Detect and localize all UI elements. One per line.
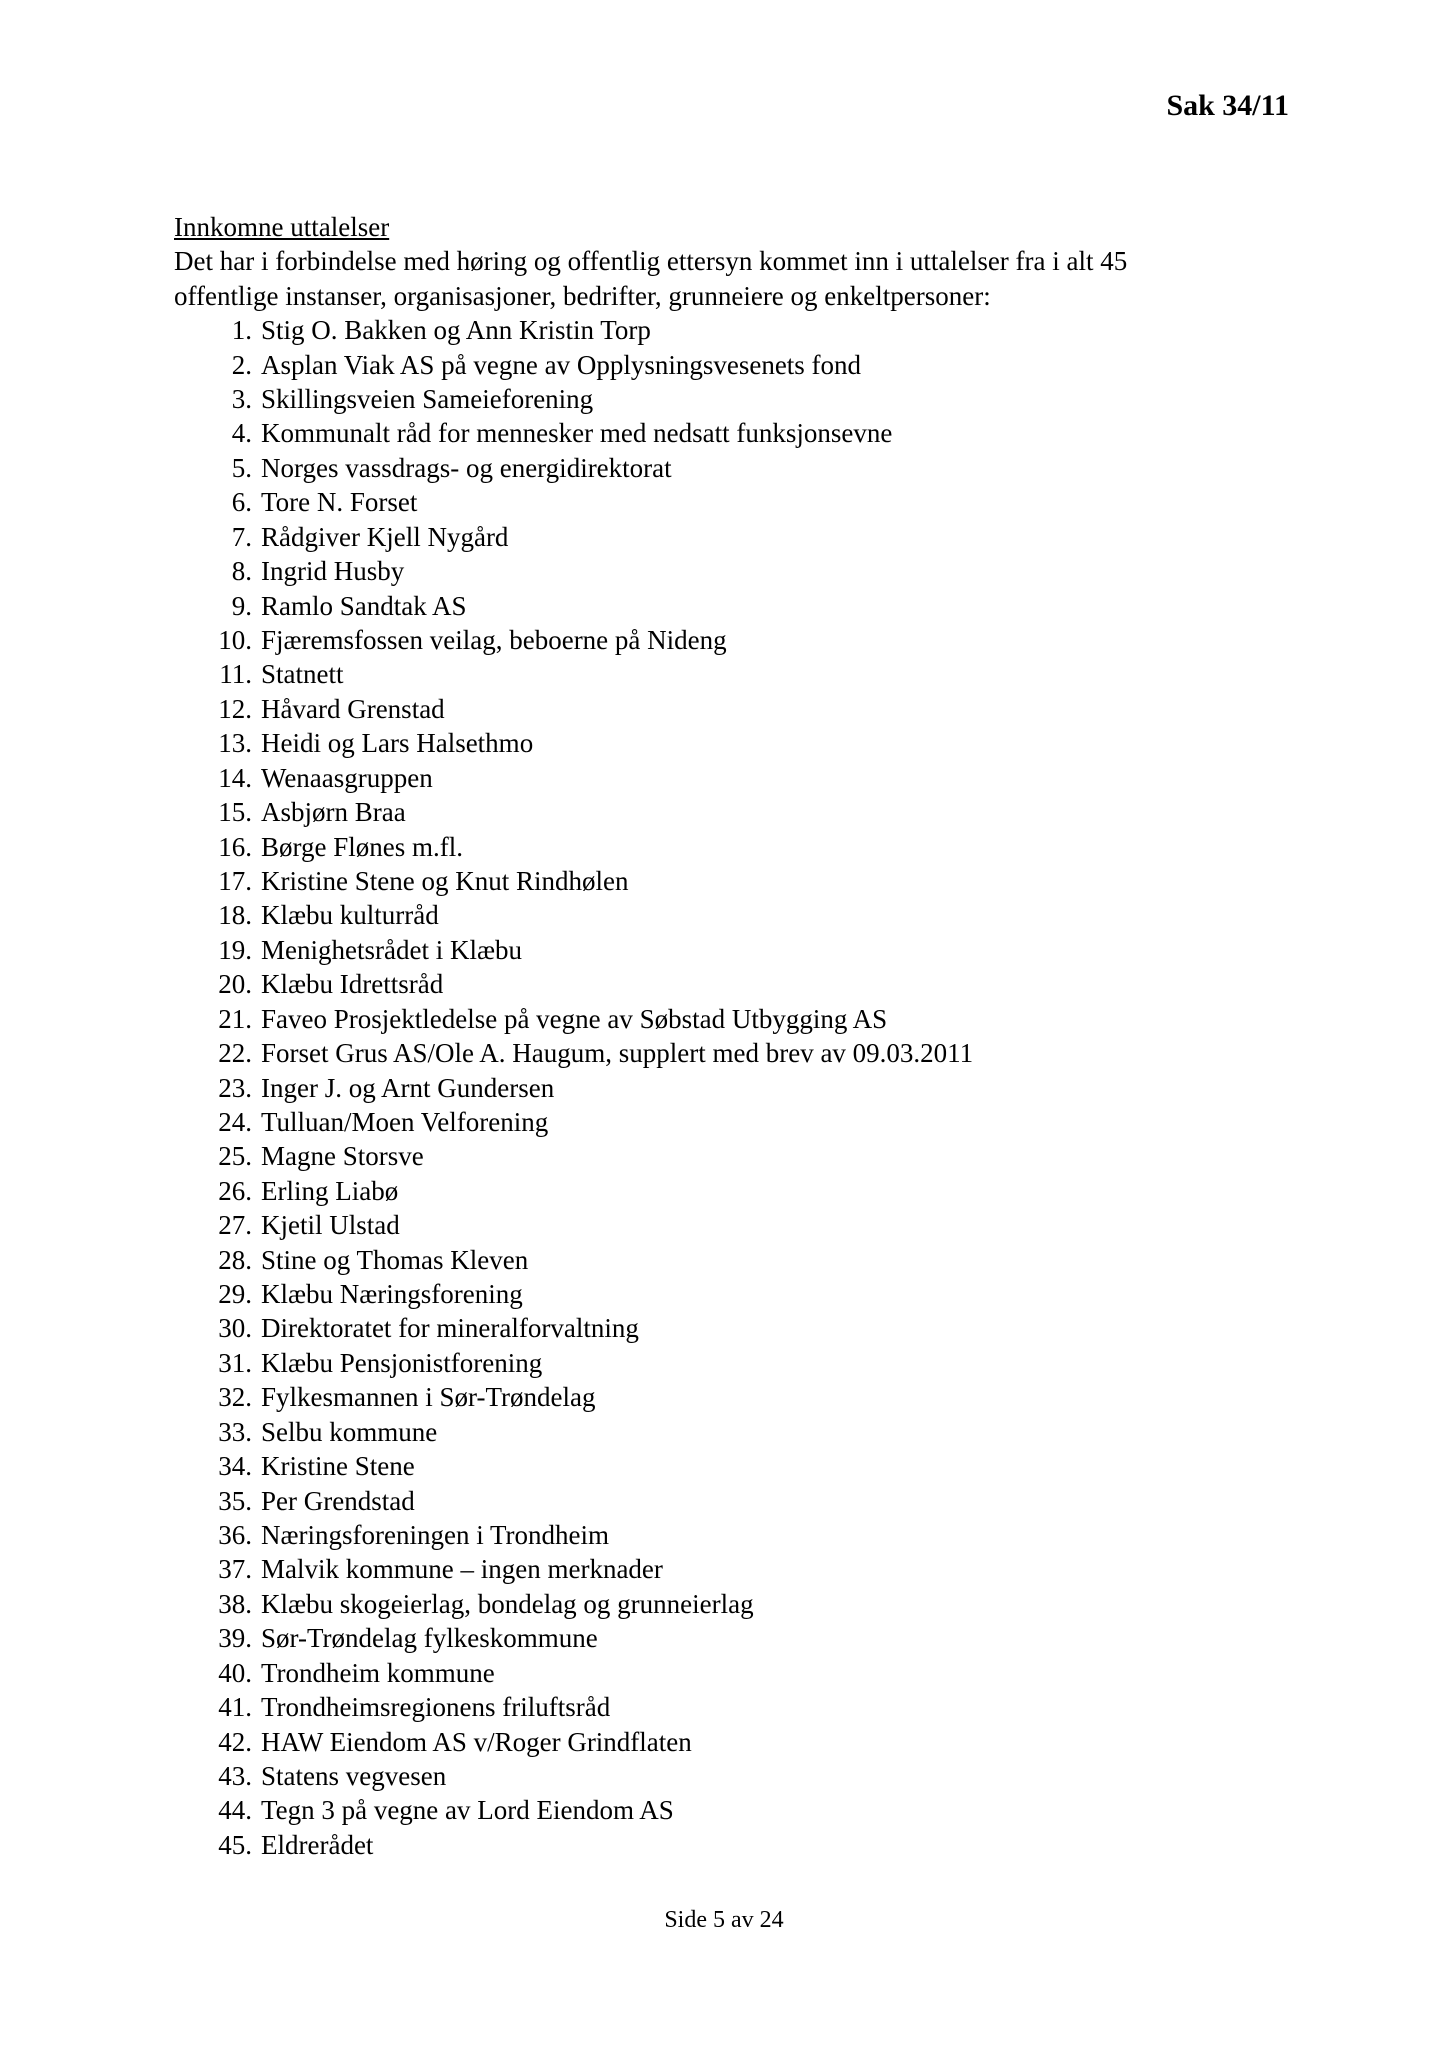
list-item-number: 20. — [218, 969, 252, 1000]
list-item-text: Tore N. Forset — [261, 487, 418, 518]
list-item — [174, 520, 1284, 554]
list-item-number: 43. — [218, 1760, 252, 1791]
list-item-text: Ramlo Sandtak AS — [261, 590, 467, 621]
list-item-text: Asbjørn Braa — [261, 797, 406, 828]
list-item-text: Håvard Grenstad — [261, 693, 445, 724]
list-item-number: 44. — [218, 1795, 252, 1826]
list-item-number: 15. — [218, 797, 252, 828]
list-item-number: 18. — [218, 900, 252, 931]
list-item — [174, 1725, 1284, 1759]
list-item — [174, 726, 1284, 760]
list-item — [174, 1071, 1284, 1105]
list-item-number: 31. — [218, 1347, 252, 1378]
list-item-number: 12. — [218, 693, 252, 724]
list-item-number: 26. — [218, 1175, 252, 1206]
list-item-text: Klæbu Næringsforening — [261, 1279, 523, 1310]
list-item-text: Stine og Thomas Kleven — [261, 1244, 529, 1275]
list-item — [174, 761, 1284, 795]
list-item-text: Wenaasgruppen — [261, 762, 433, 793]
list-item-number: 24. — [218, 1106, 252, 1137]
list-item — [174, 1587, 1284, 1621]
list-item-number: 13. — [218, 728, 252, 759]
list-item — [174, 554, 1284, 588]
list-item-text: Erling Liabø — [261, 1175, 399, 1206]
list-item-text: Per Grendstad — [261, 1485, 415, 1516]
list-item-number: 1. — [231, 315, 252, 346]
list-item — [174, 451, 1284, 485]
list-item-text: Klæbu kulturråd — [261, 900, 439, 931]
list-item-number: 33. — [218, 1416, 252, 1447]
list-item — [174, 1793, 1284, 1827]
list-item — [174, 657, 1284, 691]
list-item — [174, 1449, 1284, 1483]
list-item-number: 3. — [231, 384, 252, 415]
list-item-text: Ingrid Husby — [261, 556, 405, 587]
list-item — [174, 589, 1284, 623]
list-item — [174, 1002, 1284, 1036]
list-item-number: 45. — [218, 1829, 252, 1860]
list-item — [174, 1208, 1284, 1242]
list-item — [174, 1415, 1284, 1449]
list-item — [174, 1036, 1284, 1070]
list-item-text: Magne Storsve — [261, 1141, 424, 1172]
list-item — [174, 1277, 1284, 1311]
list-item-number: 6. — [231, 487, 252, 518]
list-item-number: 35. — [218, 1485, 252, 1516]
list-item — [174, 416, 1284, 450]
list-item-text: Klæbu Pensjonistforening — [261, 1347, 543, 1378]
list-item — [174, 692, 1284, 726]
list-item — [174, 1690, 1284, 1724]
list-item-text: Eldrerådet — [261, 1829, 374, 1860]
list-item — [174, 898, 1284, 932]
list-item — [174, 1621, 1284, 1655]
case-reference: Sak 34/11 — [1166, 89, 1289, 122]
list-item-text: Tegn 3 på vegne av Lord Eiendom AS — [261, 1795, 674, 1826]
document-body — [174, 210, 1284, 1862]
list-item-number: 11. — [219, 659, 252, 690]
list-item — [174, 1243, 1284, 1277]
list-item-number: 21. — [218, 1003, 252, 1034]
list-item-number: 38. — [218, 1588, 252, 1619]
list-item-number: 32. — [218, 1382, 252, 1413]
section-heading: Innkomne uttalelser — [174, 212, 390, 242]
list-item-text: Skillingsveien Sameieforening — [261, 384, 594, 415]
list-item — [174, 1311, 1284, 1345]
list-item-number: 9. — [231, 590, 252, 621]
list-item-number: 10. — [218, 625, 252, 656]
list-item — [174, 485, 1284, 519]
list-item-number: 28. — [218, 1244, 252, 1275]
list-item — [174, 1552, 1284, 1586]
list-item — [174, 830, 1284, 864]
list-item-number: 2. — [231, 349, 252, 380]
list-item-text: Tulluan/Moen Velforening — [261, 1106, 549, 1137]
list-item-text: Stig O. Bakken og Ann Kristin Torp — [261, 315, 651, 346]
list-item-text: Børge Flønes m.fl. — [261, 831, 463, 862]
list-item-text: Menighetsrådet i Klæbu — [261, 934, 522, 965]
statements-list — [174, 313, 1284, 1862]
list-item-number: 37. — [218, 1554, 252, 1585]
list-item — [174, 1484, 1284, 1518]
list-item-number: 36. — [218, 1519, 252, 1550]
list-item-text: Trondheimsregionens friluftsråd — [261, 1692, 611, 1723]
intro-paragraph: Det har i forbindelse med høring og offentlig ettersyn kommet inn i uttalelser fra i alt 45 offentlige instanser, organisasjoner, bedrifter, grunneiere og enkeltpersoner: — [174, 246, 1128, 311]
list-item — [174, 1105, 1284, 1139]
list-item — [174, 1759, 1284, 1793]
list-item-text: Statens vegvesen — [261, 1760, 447, 1791]
list-item-number: 41. — [218, 1692, 252, 1723]
list-item-text: Inger J. og Arnt Gundersen — [261, 1072, 555, 1103]
list-item — [174, 623, 1284, 657]
list-item-text: HAW Eiendom AS v/Roger Grindflaten — [261, 1726, 692, 1757]
list-item-number: 22. — [218, 1038, 252, 1069]
list-item-text: Næringsforeningen i Trondheim — [261, 1519, 609, 1550]
list-item — [174, 1656, 1284, 1690]
list-item-text: Klæbu skogeierlag, bondelag og grunneierlag — [261, 1588, 754, 1619]
list-item-text: Forset Grus AS/Ole A. Haugum, supplert med brev av 09.03.2011 — [261, 1038, 974, 1069]
list-item-number: 14. — [218, 762, 252, 793]
list-item — [174, 864, 1284, 898]
list-item-text: Asplan Viak AS på vegne av Opplysningsvesenets fond — [261, 349, 862, 380]
list-item-number: 29. — [218, 1279, 252, 1310]
list-item-number: 17. — [218, 865, 252, 896]
list-item-number: 25. — [218, 1141, 252, 1172]
list-item-number: 23. — [218, 1072, 252, 1103]
list-item-number: 19. — [218, 934, 252, 965]
list-item-text: Direktoratet for mineralforvaltning — [261, 1313, 639, 1344]
list-item — [174, 313, 1284, 347]
list-item — [174, 382, 1284, 416]
list-item-text: Kommunalt råd for mennesker med nedsatt funksjonsevne — [261, 418, 893, 449]
list-item — [174, 1518, 1284, 1552]
list-item-text: Rådgiver Kjell Nygård — [261, 521, 509, 552]
list-item — [174, 1380, 1284, 1414]
list-item-number: 7. — [231, 521, 252, 552]
list-item — [174, 795, 1284, 829]
list-item-text: Fylkesmannen i Sør-Trøndelag — [261, 1382, 596, 1413]
list-item-text: Faveo Prosjektledelse på vegne av Søbstad Utbygging AS — [261, 1003, 888, 1034]
list-item-text: Fjæremsfossen veilag, beboerne på Nideng — [261, 625, 727, 656]
list-item-text: Malvik kommune – ingen merknader — [261, 1554, 663, 1585]
page-number: Side 5 av 24 — [664, 1907, 784, 1933]
list-item — [174, 1828, 1284, 1862]
list-item-text: Statnett — [261, 659, 344, 690]
list-item-number: 5. — [231, 452, 252, 483]
list-item — [174, 967, 1284, 1001]
list-item-text: Selbu kommune — [261, 1416, 438, 1447]
list-item-text: Norges vassdrags- og energidirektorat — [261, 452, 672, 483]
list-item-number: 39. — [218, 1623, 252, 1654]
list-item-text: Heidi og Lars Halsethmo — [261, 728, 534, 759]
list-item — [174, 348, 1284, 382]
list-item-text: Kristine Stene og Knut Rindhølen — [261, 865, 629, 896]
list-item — [174, 933, 1284, 967]
list-item-text: Trondheim kommune — [261, 1657, 495, 1688]
list-item-text: Kjetil Ulstad — [261, 1210, 400, 1241]
list-item-number: 16. — [218, 831, 252, 862]
list-item-text: Kristine Stene — [261, 1451, 415, 1482]
list-item — [174, 1346, 1284, 1380]
list-item-number: 42. — [218, 1726, 252, 1757]
list-item-number: 8. — [231, 556, 252, 587]
list-item-text: Klæbu Idrettsråd — [261, 969, 444, 1000]
list-item-text: Sør-Trøndelag fylkeskommune — [261, 1623, 598, 1654]
list-item-number: 40. — [218, 1657, 252, 1688]
list-item — [174, 1139, 1284, 1173]
list-item-number: 4. — [231, 418, 252, 449]
list-item — [174, 1174, 1284, 1208]
list-item-number: 34. — [218, 1451, 252, 1482]
list-item-number: 30. — [218, 1313, 252, 1344]
list-item-number: 27. — [218, 1210, 252, 1241]
